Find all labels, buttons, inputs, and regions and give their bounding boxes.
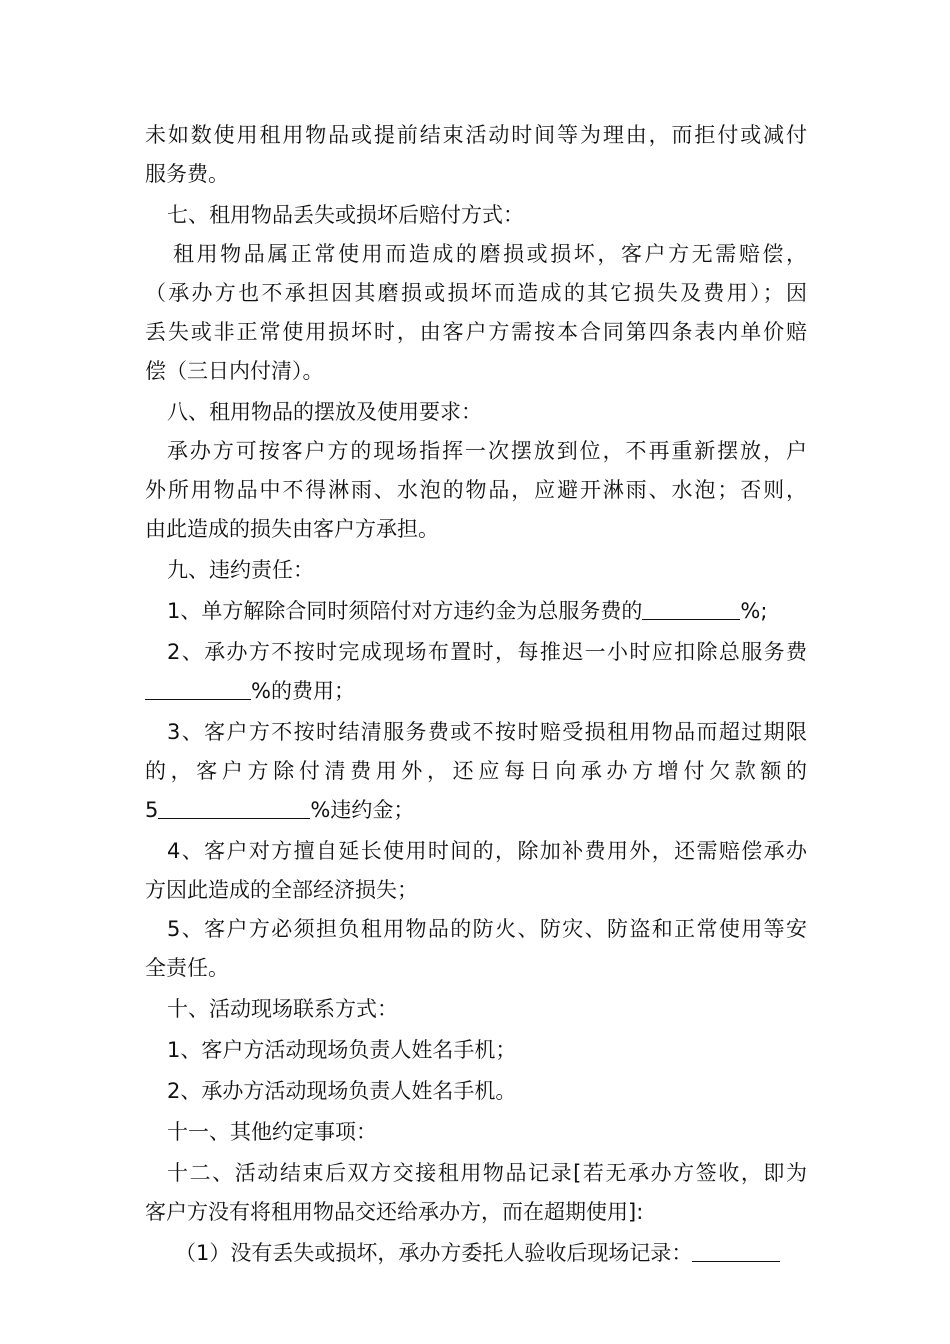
clause-line bbox=[145, 592, 807, 631]
section-heading: 十、活动现场联系方式： bbox=[167, 997, 398, 1021]
paragraph-line: 丢失或非正常使用损坏时，由客户方需按本合同第四条表内单价赔 bbox=[145, 320, 807, 344]
fill-in-blank[interactable] bbox=[145, 677, 251, 700]
clause-text: %的费用； bbox=[251, 679, 355, 703]
contract-page bbox=[145, 116, 807, 1273]
clause-text: %违约金； bbox=[310, 798, 415, 822]
clause-line: 1、客户方活动现场负责人姓名手机； bbox=[167, 1038, 517, 1062]
fill-in-blank[interactable] bbox=[642, 597, 740, 620]
paragraph-line: 由此造成的损失由客户方承担。 bbox=[145, 517, 439, 541]
paragraph-line: 承办方可按客户方的现场指挥一次摆放到位，不再重新摆放，户 bbox=[167, 439, 807, 463]
section-heading: 十一、其他约定事项： bbox=[167, 1120, 377, 1144]
paragraph-line: （承办方也不承担因其磨损或损坏而造成的其它损失及费用）；因 bbox=[145, 281, 807, 305]
clause-line: 的，客户方除付清费用外，还应每日向承办方增付欠款额的 bbox=[145, 759, 807, 783]
clause-text: 5 bbox=[145, 798, 159, 822]
paragraph-line: 偿（三日内付清）。 bbox=[145, 359, 324, 383]
clause-line: 方因此造成的全部经济损失； bbox=[145, 878, 418, 902]
fill-in-blank[interactable] bbox=[158, 796, 310, 819]
clause-line: 2、承办方活动现场负责人姓名手机。 bbox=[167, 1079, 517, 1103]
paragraph-line: 外所用物品中不得淋雨、水泡的物品，应避开淋雨、水泡；否则， bbox=[145, 478, 807, 502]
clause-text: （1）没有丢失或损坏，承办方委托人验收后现场记录： bbox=[175, 1241, 693, 1265]
clause-text: 1、单方解除合同时须陪付对方违约金为总服务费的 bbox=[167, 599, 643, 623]
clause-line bbox=[145, 791, 807, 830]
section-heading: 七、租用物品丢失或损坏后赔付方式： bbox=[167, 203, 524, 227]
section-heading: 十二、活动结束后双方交接租用物品记录[若无承办方签收，即为 bbox=[167, 1161, 807, 1185]
clause-line: 5、客户方必须担负租用物品的防火、防灾、防盗和正常使用等安 bbox=[167, 917, 807, 941]
paragraph-line: 客户方没有将租用物品交还给承办方，而在超期使用]: bbox=[145, 1200, 644, 1224]
clause-line: 4、客户对方擅自延长使用时间的，除加补费用外，还需赔偿承办 bbox=[167, 839, 807, 863]
clause-line: 全责任。 bbox=[145, 956, 229, 980]
paragraph-line: 未如数使用租用物品或提前结束活动时间等为理由，而拒付或减付 bbox=[145, 123, 807, 147]
paragraph-line: 租用物品属正常使用而造成的磨损或损坏，客户方无需赔偿， bbox=[173, 242, 807, 266]
clause-line bbox=[145, 672, 807, 711]
fill-in-blank[interactable] bbox=[692, 1239, 780, 1262]
paragraph-line: 服务费。 bbox=[145, 162, 229, 186]
clause-line: 2、承办方不按时完成现场布置时，每推迟一小时应扣除总服务费 bbox=[167, 640, 807, 664]
clause-line: 3、客户方不按时结清服务费或不按时赔受损租用物品而超过期限 bbox=[167, 720, 807, 744]
section-heading: 九、违约责任： bbox=[167, 558, 314, 582]
section-heading: 八、租用物品的摆放及使用要求： bbox=[167, 400, 482, 424]
clause-text: %; bbox=[740, 599, 768, 623]
clause-line bbox=[145, 1234, 807, 1273]
